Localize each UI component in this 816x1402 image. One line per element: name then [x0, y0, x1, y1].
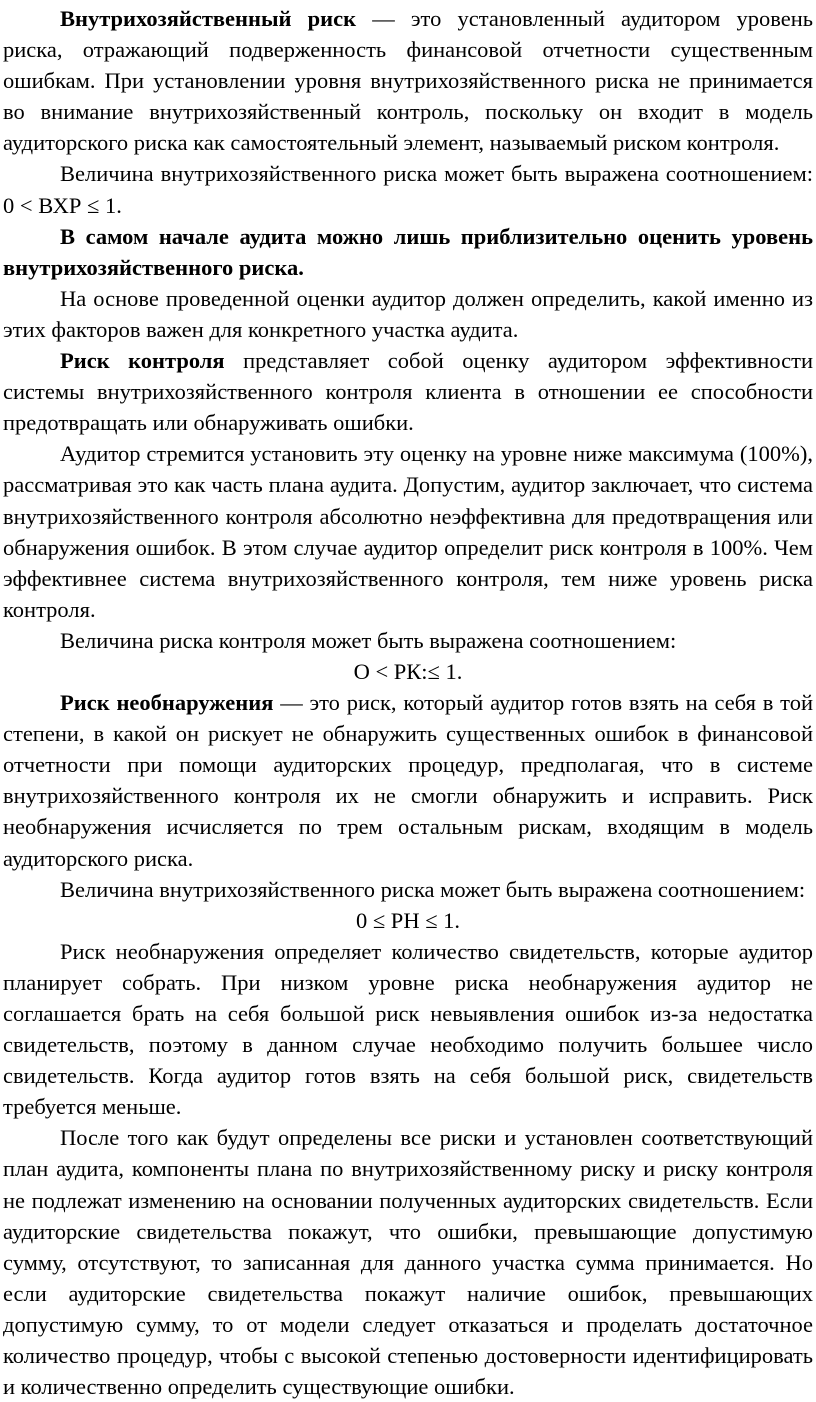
paragraph-control-risk — [3, 345, 813, 438]
formula-detection-risk: 0 ≤ РН ≤ 1. — [355, 907, 461, 933]
paragraph-text: — это установленный аудитором уровень риска, отражающий подверженность финансовой отчетности существенным ошибкам. При установлении уровня внутрихозяйственного риска не принимается во внимание внутрихозяйственный контроль, поскольку он входит в модель аудиторского риска как самостоятельный элемент, называемый риском контроля. — [3, 6, 813, 156]
paragraph-text: — это риск, который аудитор готов взять на себя в той степени, в какой он рискует не обнаружить существенных ошибок в финансовой отчетности при помощи аудиторских процедур, предполагая, что в системе внутрихозяйственного контроля их не смогли обнаружить и исправить. Риск необнаружения исчисляется по трем остальным рискам, входящим в модель аудиторского риска. — [3, 690, 813, 871]
paragraph-detection-risk — [3, 687, 813, 874]
paragraph-detection-risk-ratio: Величина внутрихозяйственного риска может быть выражена соотношением: — [60, 876, 806, 902]
paragraph-assessment: На основе проведенной оценки аудитор должен определить, какой именно из этих факторов важен для конкретного участка аудита. — [3, 285, 813, 342]
paragraph-control-risk-ratio: Величина риска контроля может быть выражена соотношением: — [60, 627, 677, 653]
term-control-risk: Риск контроля — [60, 348, 225, 374]
paragraph-inherent-risk — [3, 3, 813, 158]
document-page — [3, 3, 813, 1402]
paragraph-audit-start: В самом начале аудита можно лишь приблизительно оценить уровень внутрихозяйственного риска. — [3, 223, 813, 280]
paragraph-inherent-risk-ratio: Величина внутрихозяйственного риска может быть выражена соотношением: 0 < ВХР ≤ 1. — [3, 161, 813, 218]
term-detection-risk: Риск необнаружения — [60, 690, 274, 716]
formula-control-risk: О < РК:≤ 1. — [353, 658, 463, 684]
paragraph-audit-plan: После того как будут определены все риски и установлен соответствующий план аудита, компоненты плана по внутрихозяйственному риску и риску контроля не подлежат изменению на основании полученных аудиторских свидетельств. Если аудиторские свидетельства покажут, что ошибки, превышающие допустимую сумму, отсутствуют, то записанная для данного участка сумма принимается. Но если аудиторские свидетельства покажут наличие ошибок, превышающих допустимую сумму, то от модели следует отказаться и проделать достаточное количество процедур, чтобы с высокой степенью достоверности идентифицировать и количественно определить существующие ошибки. — [3, 1125, 813, 1400]
paragraph-evidence: Риск необнаружения определяет количество свидетельств, которые аудитор планирует собрать. При низком уровне риска необнаружения аудитор не соглашается брать на себя большой риск невыявления ошибок из-за недостатка свидетельств, поэтому в данном случае необходимо получить большее число свидетельств. Когда аудитор готов взять на себя большой риск, свидетельств требуется меньше. — [3, 938, 813, 1120]
paragraph-text: представляет собой оценку аудитором эффективности системы внутрихозяйственного контроля клиента в отношении ее способности предотвращать или обнаруживать ошибки. — [3, 348, 813, 436]
term-inherent-risk: Внутрихозяйственный риск — [60, 6, 357, 31]
paragraph-control-risk-estimate: Аудитор стремится установить эту оценку на уровне ниже максимума (100%), рассматривая это как часть плана аудита. Допустим, аудитор заключает, что система внутрихозяйственного контроля абсолютно неэффективна для предотвращения или обнаружения ошибок. В этом случае аудитор определит риск контроля в 100%. Чем эффективнее система внутрихозяйственного контроля, тем ниже уровень риска контроля. — [3, 441, 813, 622]
